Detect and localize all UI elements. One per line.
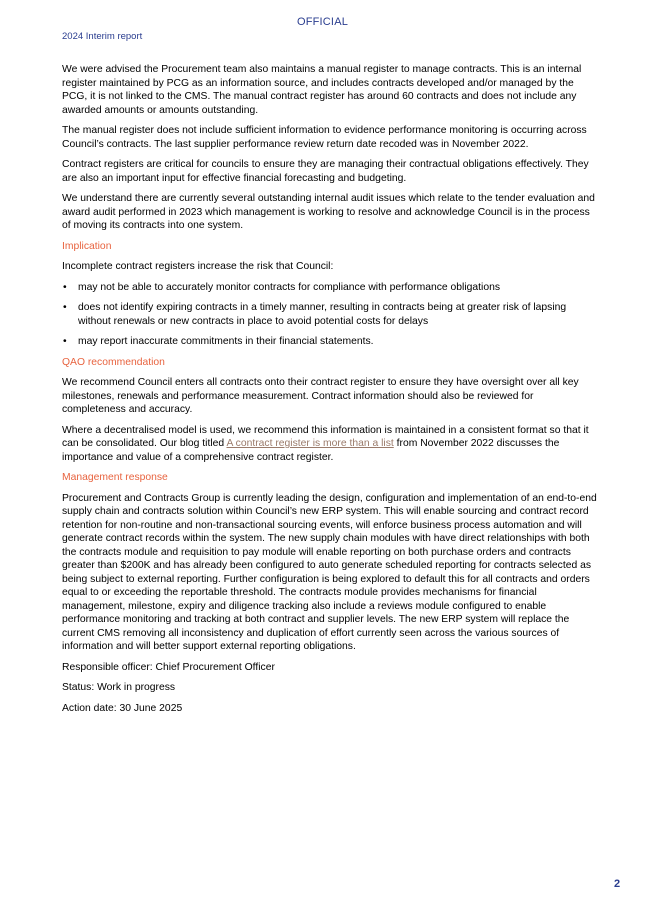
implication-heading: Implication	[62, 240, 112, 252]
list-item-text: may not be able to accurately monitor contracts for compliance with performance obligations	[78, 281, 501, 293]
recommendation-text-after: from November 2022 discusses the importance and value of a comprehensive contract register.	[62, 438, 560, 463]
implication-list	[62, 281, 598, 349]
recommendation-heading: QAO recommendation	[62, 356, 165, 368]
page-number: 2	[614, 878, 621, 890]
document-body	[62, 63, 598, 722]
management-response-paragraph: Procurement and Contracts Group is currently leading the design, configuration and implementation of an end-to-end supply chain and contracts solution within Council’s new ERP system. This will enable sourcing and contract record retention for non-routine and non-transactional sourcing events, will enforce business process automation and will generate contract records within the system. The new supply chain modules with have direct relationships with both the contracts module and requisition to pay module will enable reporting on both purchase orders and contracts greater than $200K and has already been configured to auto generate scheduled reporting for contracts selected as being subject to external reporting. Further configuration is being explored to default this for all contracts and orders equal to or exceeding the reportable threshold. The contracts module provides mechanisms for financial management, milestone, expiry and diligence tracking also include a reviews module configured to enable performance monitoring and tracking at both contract and supplier levels. The new ERP system will replace the current CMS removing all inconsistency and duplication of effort currently seen across the various sources of information and will better support external reporting obligations.	[62, 492, 597, 652]
list-item-text: may report inaccurate commitments in their financial statements.	[78, 336, 374, 347]
status-line: Status: Work in progress	[62, 682, 176, 693]
bullet-icon: •	[63, 302, 67, 313]
contract-register-blog-link[interactable]: A contract register is more than a list	[226, 438, 394, 449]
action-date: Action date: 30 June 2025	[62, 702, 183, 714]
report-title: 2024 Interim report	[62, 31, 143, 42]
list-item	[62, 281, 598, 295]
classification-label: OFFICIAL	[296, 16, 349, 28]
responsible-officer: Responsible officer: Chief Procurement Officer	[62, 661, 275, 673]
list-item-text: does not identify expiring contracts in a timely manner, resulting in contracts being at greater risk of lapsing without renewals or new contracts in place to avoid potential costs for delays	[78, 302, 567, 327]
list-item	[62, 301, 598, 328]
list-item	[62, 335, 598, 349]
body-paragraph: We were advised the Procurement team also maintains a manual register to manage contracts. This is an internal register maintained by PCG as an information source, and includes contracts developed and/or managed by the PCG, it is not linked to the CMS. The manual contract register has around 60 contracts and does not include any awarded amounts or amounts outstanding.	[62, 64, 582, 116]
management-response-heading: Management response	[62, 472, 168, 483]
body-paragraph: The manual register does not include sufficient information to evidence performance monitoring is occurring across Council’s contracts. The last supplier performance review return date recoded was in November 2022.	[62, 125, 587, 150]
body-paragraph: We understand there are currently several outstanding internal audit issues which relate to the tender evaluation and award audit performed in 2023 which management is working to resolve and acknowledge Council is in the process of moving its contracts into one system.	[62, 193, 595, 231]
implication-intro: Incomplete contract registers increase the risk that Council:	[62, 261, 334, 272]
body-paragraph: Contract registers are critical for councils to ensure they are managing their contractual obligations effectively. They are also an important input for effective financial forecasting and budgeting.	[62, 159, 589, 184]
recommendation-paragraph-2	[62, 424, 598, 465]
recommendation-paragraph: We recommend Council enters all contracts onto their contract register to ensure they have oversight over all key milestones, renewals and performance measurement. Contract information should also be reviewed for completeness and accuracy.	[62, 377, 579, 415]
bullet-icon: •	[63, 281, 67, 293]
bullet-icon: •	[63, 336, 67, 347]
recommendation-text-before: Where a decentralised model is used, we recommend this information is maintained in a consistent format so that it can be consolidated. Our blog titled	[62, 424, 589, 449]
